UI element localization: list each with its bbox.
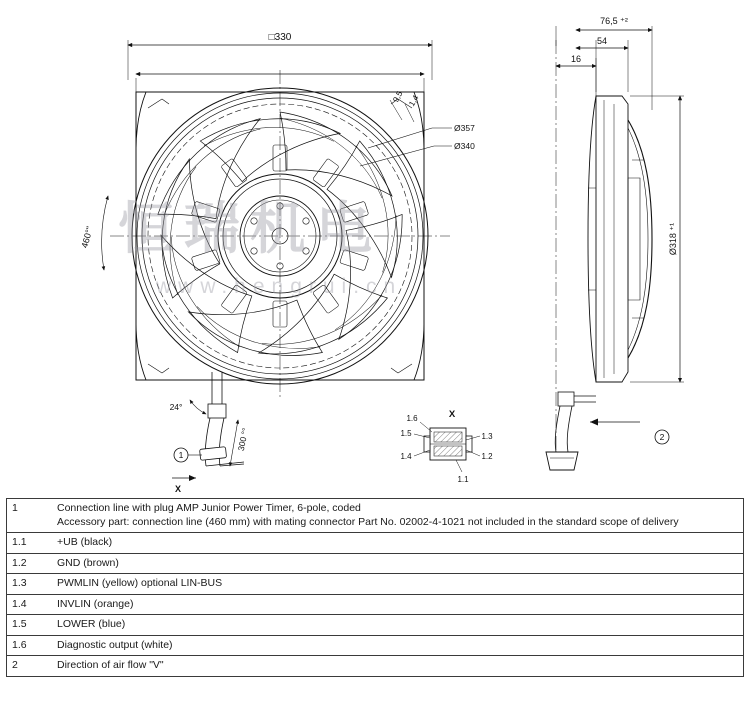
legend-row <box>7 615 743 636</box>
legend-text: Connection line with plug AMP Junior Power Timer, 6-pole, coded <box>57 502 361 514</box>
dim-angle-460: 460°" <box>79 225 95 250</box>
legend-subtext: Accessory part: connection line (460 mm) with mating connector Part No. 02002-4-1021 not included in the standard scope of delivery <box>57 515 679 528</box>
legend-key: 1.4 <box>12 597 27 610</box>
dim-front-width: □330 <box>268 32 292 43</box>
dim-small-9-5: 9,5 <box>391 89 405 104</box>
pin-1-6: 1.6 <box>406 414 418 423</box>
legend-table <box>6 498 744 677</box>
section-mark-x-front: X <box>174 484 182 494</box>
legend-value: LOWER (blue) <box>57 618 126 630</box>
dim-cable-300: 300 °° <box>235 426 251 452</box>
dim-depth-54: 54 <box>596 36 608 46</box>
dim-dia-340: Ø340 <box>454 141 475 151</box>
legend-row <box>7 499 743 533</box>
pin-1-2: 1.2 <box>481 452 493 461</box>
callout-1: 1 <box>178 450 184 460</box>
pin-1-4: 1.4 <box>400 452 412 461</box>
legend-row <box>7 636 743 657</box>
legend-row <box>7 595 743 616</box>
legend-key: 1 <box>12 502 18 514</box>
legend-value: GND (brown) <box>57 556 119 569</box>
pin-1-3: 1.3 <box>481 432 493 441</box>
legend-key: 1.6 <box>12 638 27 651</box>
detail-label-x: X <box>448 409 456 420</box>
legend-value: +UB (black) <box>57 536 113 548</box>
pin-1-1: 1.1 <box>457 475 469 484</box>
legend-key: 1.5 <box>12 618 27 630</box>
dim-angle-24: 24° <box>169 402 183 412</box>
dim-depth-16: 16 <box>570 54 582 64</box>
dim-dia-357: Ø357 <box>454 123 475 133</box>
legend-key: 1.2 <box>12 556 27 569</box>
legend-value: INVLIN (orange) <box>57 597 134 610</box>
legend-key: 1.1 <box>12 536 27 548</box>
legend-value: Diagnostic output (white) <box>57 638 173 651</box>
watermark-chinese: 恒瑞机电 <box>118 197 382 262</box>
callout-2: 2 <box>659 432 665 442</box>
legend-value <box>43 499 743 532</box>
dim-depth-total: 76,5 ⁺² <box>600 16 628 26</box>
legend-row <box>7 533 743 554</box>
pin-1-5: 1.5 <box>400 429 412 438</box>
legend-key: 2 <box>12 659 18 671</box>
legend-row <box>7 554 743 575</box>
legend-row <box>7 574 743 595</box>
legend-value: PWMLIN (yellow) optional LIN-BUS <box>57 577 223 589</box>
legend-row <box>7 656 743 677</box>
dim-small-1-4: 1,4 <box>407 93 421 108</box>
legend-key: 1.3 <box>12 577 27 589</box>
legend-value: Direction of air flow "V" <box>57 659 164 671</box>
dim-dia-318: Ø318 ⁺¹ <box>668 222 678 256</box>
watermark-url: www.hengrui.cn <box>156 275 403 298</box>
